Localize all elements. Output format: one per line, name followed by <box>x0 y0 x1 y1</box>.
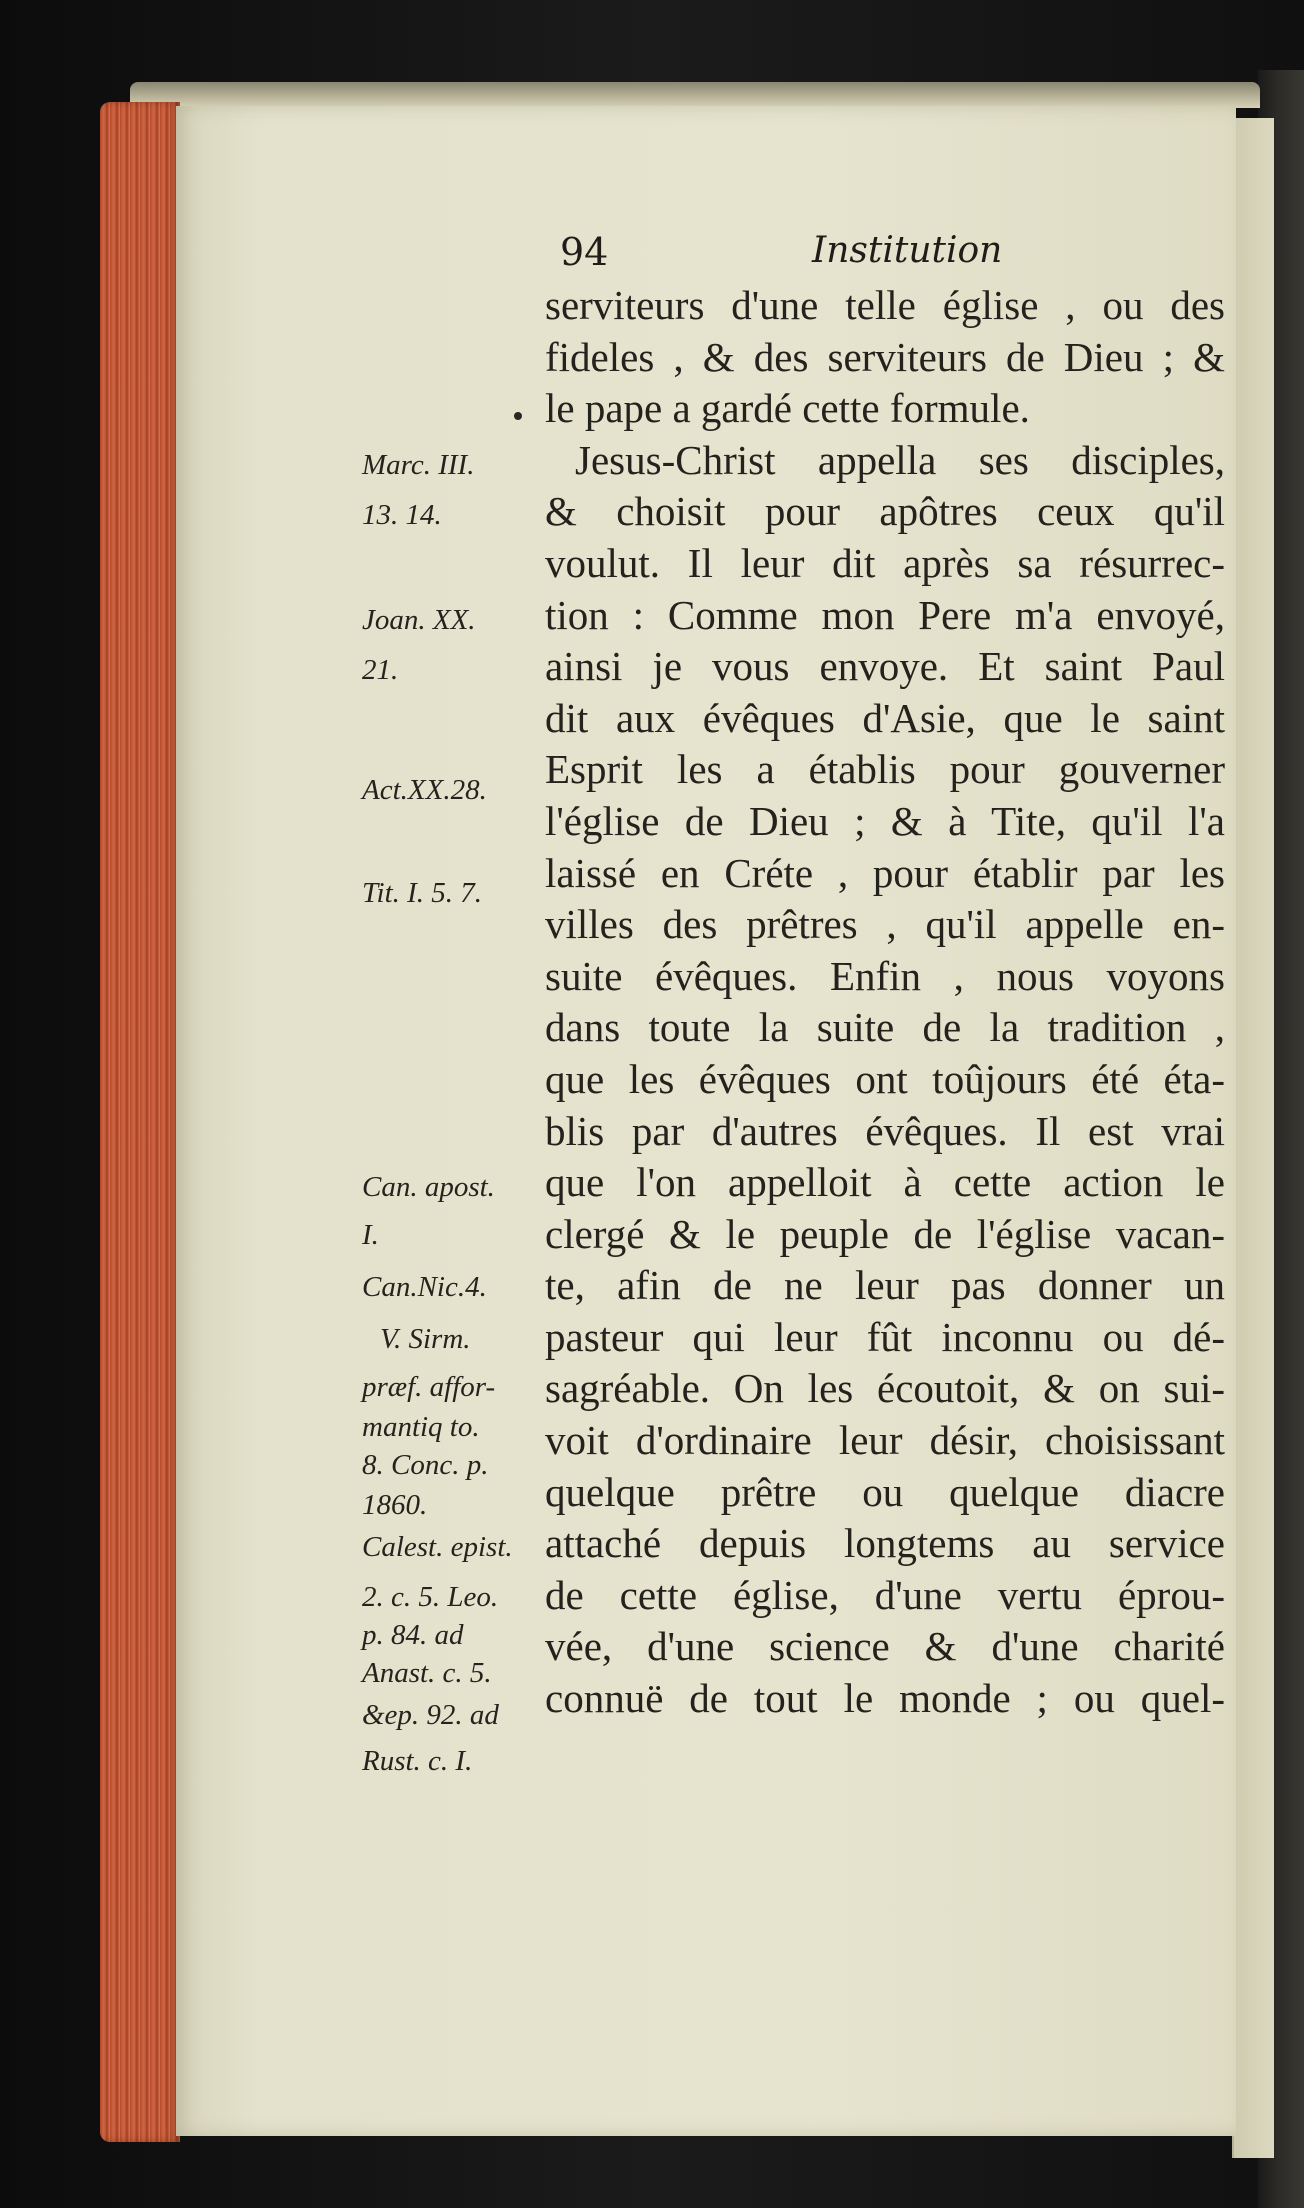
text-line: dans toute la suite de la tradition , <box>545 1004 1225 1051</box>
text-line: de cette église, d'une vertu éprou- <box>545 1571 1225 1618</box>
text-line: le pape a gardé cette formule. <box>545 385 1030 432</box>
margin-note: 13. 14. <box>362 499 442 531</box>
margin-note: &ep. 92. ad <box>362 1699 499 1731</box>
body-text <box>545 280 1225 1725</box>
margin-note: Act.XX.28. <box>362 774 487 806</box>
text-line: serviteurs d'une telle église , ou des <box>545 282 1225 328</box>
margin-note: Can. apost. <box>362 1171 495 1203</box>
margin-note: I. <box>362 1219 379 1251</box>
margin-note: Joan. XX. <box>362 604 476 636</box>
margin-note: Anast. c. 5. <box>362 1657 492 1689</box>
text-line: tion : Comme mon Pere m'a envoyé, <box>545 591 1225 638</box>
margin-note: præf. affor- <box>362 1371 496 1403</box>
text-line: voulut. Il leur dit après sa résurrec- <box>545 539 1225 586</box>
text-line: Esprit les a établis pour gouverner <box>545 746 1225 793</box>
text-line: Jesus-Christ appella ses disciples, <box>575 436 1225 483</box>
margin-note: Tit. I. 5. 7. <box>362 877 483 909</box>
text-line: vée, d'une science & d'une charité <box>545 1623 1225 1670</box>
margin-note: 8. Conc. p. <box>362 1449 489 1481</box>
margin-note: Calest. epist. <box>362 1531 513 1563</box>
text-line: voit d'ordinaire leur désir, choisissant <box>545 1417 1225 1464</box>
text-line: blis par d'autres évêques. Il est vrai <box>545 1107 1225 1154</box>
margin-note: mantiq to. <box>362 1411 480 1443</box>
text-line: suite évêques. Enfin , nous voyons <box>545 952 1225 999</box>
margin-note: 1860. <box>362 1489 428 1521</box>
margin-note: p. 84. ad <box>362 1619 464 1651</box>
running-title: Institution <box>812 230 1003 271</box>
text-line: sagréable. On les écoutoit, & on sui- <box>545 1365 1225 1412</box>
text-line: clergé & le peuple de l'église vacan- <box>545 1210 1225 1257</box>
margin-bullet <box>514 412 522 420</box>
text-line: dit aux évêques d'Asie, que le saint <box>545 694 1225 741</box>
text-line: quelque prêtre ou quelque diacre <box>545 1468 1225 1515</box>
margin-note: Marc. III. <box>362 449 475 481</box>
page-number: 94 <box>560 230 609 274</box>
red-page-edges <box>100 102 180 2142</box>
margin-note: V. Sirm. <box>380 1323 471 1355</box>
text-line: attaché depuis longtems au service <box>545 1520 1225 1567</box>
text-line: ainsi je vous envoye. Et saint Paul <box>545 643 1225 690</box>
text-line: que les évêques ont toûjours été éta- <box>545 1055 1225 1102</box>
text-line: te, afin de ne leur pas donner un <box>545 1262 1225 1309</box>
margin-note: Can.Nic.4. <box>362 1271 487 1303</box>
text-line: que l'on appelloit à cette action le <box>545 1159 1225 1206</box>
text-line: & choisit pour apôtres ceux qu'il <box>545 488 1225 535</box>
text-line: villes des prêtres , qu'il appelle en- <box>545 901 1225 948</box>
text-line: l'église de Dieu ; & à Tite, qu'il l'a <box>545 797 1225 844</box>
text-line: connuë de tout le monde ; ou quel- <box>545 1675 1225 1722</box>
text-line: pasteur qui leur fût inconnu ou dé- <box>545 1313 1225 1360</box>
page-top-edge <box>130 82 1260 108</box>
margin-note: Rust. c. I. <box>362 1745 473 1777</box>
text-line: fideles , & des serviteurs de Dieu ; & <box>545 333 1225 380</box>
margin-note: 2. c. 5. Leo. <box>362 1581 499 1613</box>
text-line: laissé en Créte , pour établir par les <box>545 849 1225 896</box>
margin-note: 21. <box>362 654 399 686</box>
facing-page-strip <box>1232 118 1274 2158</box>
